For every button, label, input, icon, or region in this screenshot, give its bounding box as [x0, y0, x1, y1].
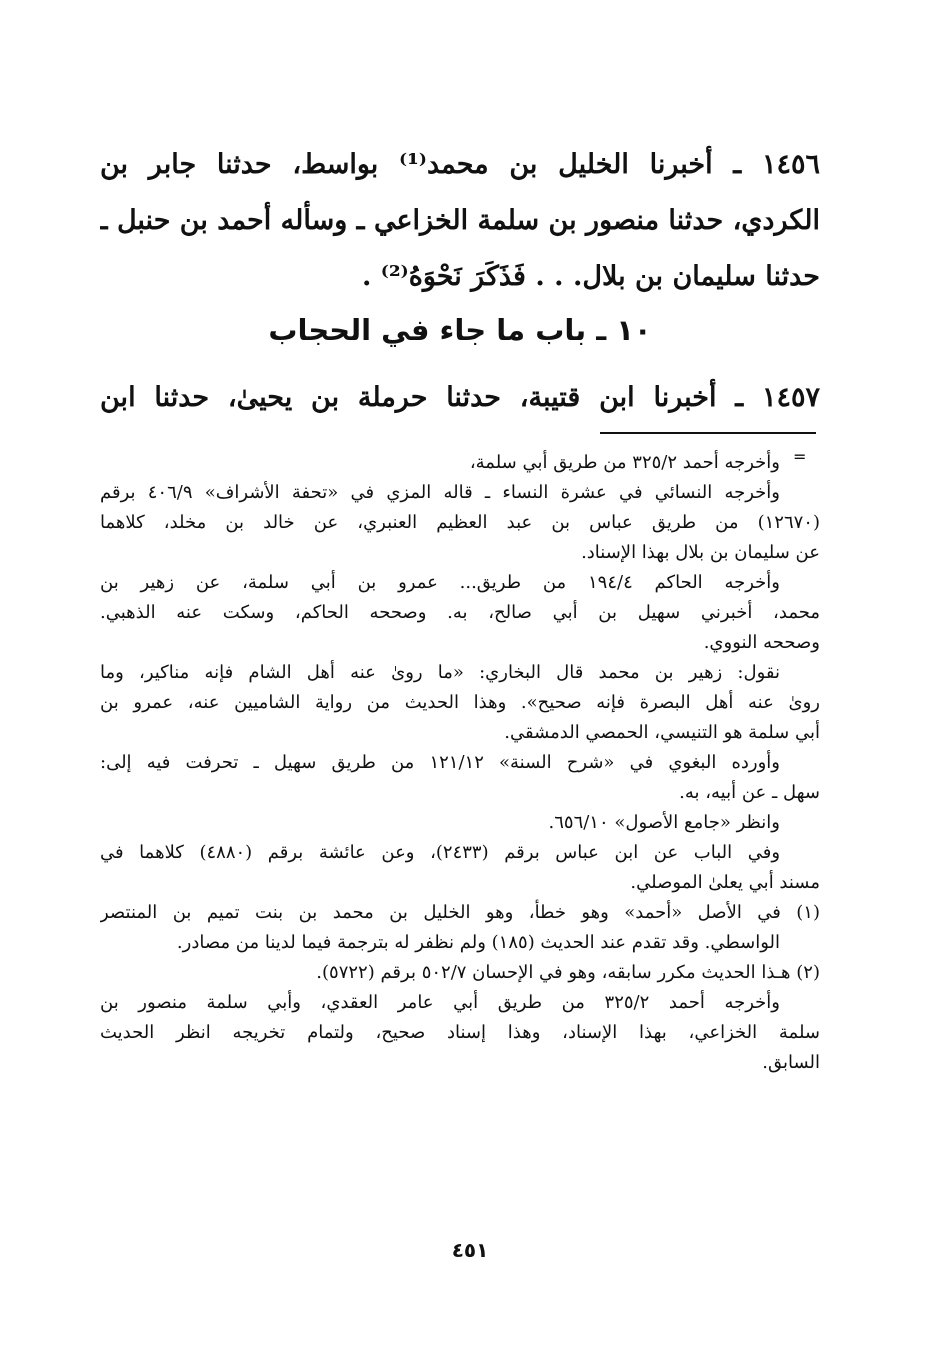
footnote-line: وأورده البغوي في «شرح السنة» ١٢١/١٢ من طريق سهيل ـ تحرفت فيه إلى: [100, 752, 780, 773]
continuation-marker: = [793, 447, 807, 466]
footnote-2-line: السابق. [762, 1052, 820, 1073]
footnotes [100, 448, 820, 1078]
footnote-2-line: وأخرجه أحمد ٣٢٥/٢ من طريق أبي عامر العقدي، وأبي سلمة منصور بن [100, 992, 780, 1013]
main-text [100, 137, 820, 305]
footnote-line: (١٢٦٧٠) من طريق عباس بن عبد العظيم العنبري، عن خالد بن مخلد، كلاهما [100, 512, 820, 533]
footnote-line: نقول: زهير بن محمد قال البخاري: «ما روىٰ عنه أهل الشام فإنه مناكير، وما [100, 662, 780, 683]
footnote-1-line: الواسطي. وقد تقدم عند الحديث (١٨٥) ولم نظفر له بترجمة فيما لدينا من مصادر. [176, 932, 780, 953]
main-text-2 [100, 370, 820, 426]
page-number: ٤٥١ [451, 1238, 489, 1262]
footnote-line: وأخرجه أحمد ٣٢٥/٢ من طريق أبي سلمة، [469, 452, 780, 473]
footnote-2-line: سلمة الخزاعي، بهذا الإسناد، وهذا إسناد صحيح، ولتمام تخريجه انظر الحديث [100, 1022, 820, 1043]
footnote-line: وأخرجه النسائي في عشرة النساء ـ قاله المزي في «تحفة الأشراف» ٤٠٦/٩ برقم [100, 482, 780, 503]
footnote-2-line: (٢) هـذا الحديث مكرر سابقه، وهو في الإحسان ٥٠٢/٧ برقم (٥٧٢٢). [316, 962, 820, 983]
footnote-line: وفي الباب عن ابن عباس برقم (٢٤٣٣)، وعن عائشة برقم (٤٨٨٠) كلاهما في [100, 842, 781, 863]
footnote-line: مسند أبي يعلىٰ الموصلي. [630, 872, 820, 893]
hadith-1456-line-3: حدثنا سليمان بن بلال. . . فَذَكَرَ نَحْوَهُ⁽²⁾ . [361, 261, 820, 292]
hadith-1456-line-2: الكردي، حدثنا منصور بن سلمة الخزاعي ـ وسأله أحمد بن حنبل ـ [100, 205, 820, 236]
footnote-line: محمد، أخبرني سهيل بن أبي صالح، به. وصححه الحاكم، وسكت عنه الذهبي. [100, 602, 820, 623]
hadith-1457-line-1: ١٤٥٧ ـ أخبرنا ابن قتيبة، حدثنا حرملة بن يحيىٰ، حدثنا ابن [100, 382, 820, 413]
footnote-line: روىٰ عنه أهل البصرة فإنه صحيح». وهذا الحديث من رواية الشاميين عنه، عمرو بن [100, 692, 820, 713]
footnote-line: وأخرجه الحاكم ١٩٤/٤ من طريق... عمرو بن أبي سلمة، عن زهير بن [100, 572, 780, 593]
footnote-line: سهل ـ عن أبيه، به. [679, 782, 820, 803]
footnote-line: أبي سلمة هو التنيسي، الحمصي الدمشقي. [504, 722, 820, 743]
chapter-heading: ١٠ ـ باب ما جاء في الحجاب [268, 313, 652, 347]
footnote-line: عن سليمان بن بلال بهذا الإسناد. [581, 542, 820, 563]
hadith-1456-line-1: ١٤٥٦ ـ أخبرنا الخليل بن محمد⁽¹⁾ بواسط، حدثنا جابر بن [100, 149, 820, 180]
footnote-separator [600, 432, 816, 434]
footnote-1-line: (١) في الأصل «أحمد» وهو خطأ، وهو الخليل بن محمد بن بنت تميم بن المنتصر [100, 902, 820, 923]
footnote-line: وصححه النووي. [703, 632, 820, 653]
footnote-line: وانظر «جامع الأصول» ٦٥٦/١٠. [548, 812, 780, 833]
